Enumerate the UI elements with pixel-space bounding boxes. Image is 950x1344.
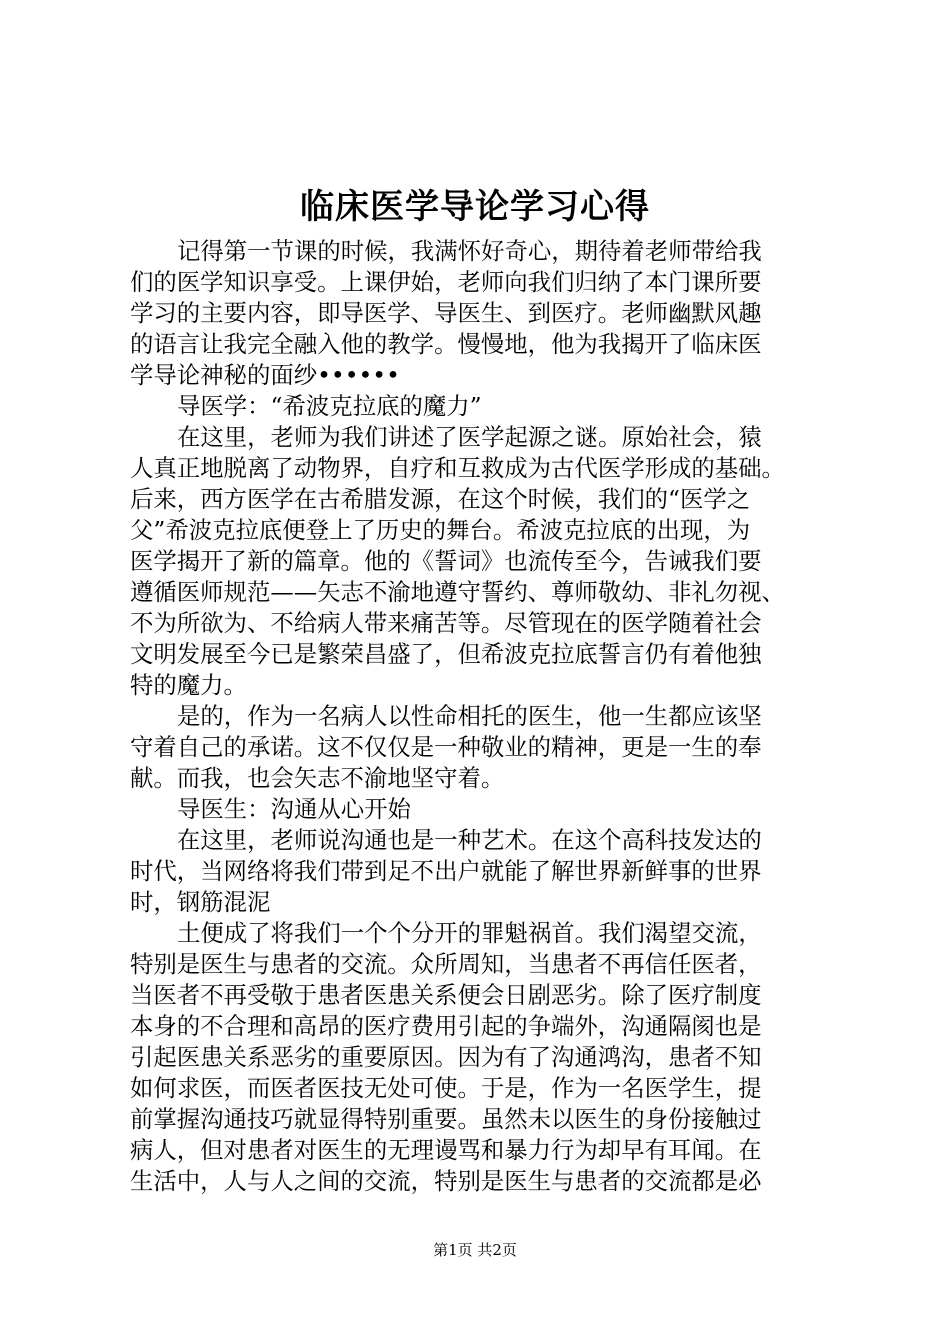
paragraph-line: 如何求医，而医者医技无处可使。于是，作为一名医学生，提 xyxy=(130,1074,762,1102)
paragraph-line: 在这里，老师说沟通也是一种艺术。在这个高科技发达的 xyxy=(177,826,762,854)
paragraph-line: 医学揭开了新的篇章。他的《誓词》也流传至今，告诫我们要 xyxy=(130,547,762,575)
page-footer: 第1页 共2页 xyxy=(433,1241,517,1259)
paragraph-line: 学导论神秘的面纱•••••• xyxy=(130,361,400,389)
paragraph-line: 前掌握沟通技巧就显得特别重要。虽然未以医生的身份接触过 xyxy=(130,1105,762,1133)
section-heading: 导医生：沟通从心开始 xyxy=(177,795,411,823)
paragraph-line: 的语言让我完全融入他的教学。慢慢地，他为我揭开了临床医 xyxy=(130,330,762,358)
paragraph-line: 人真正地脱离了动物界，自疗和互救成为古代医学形成的基础。 xyxy=(130,454,785,482)
paragraph-line: 在这里，老师为我们讲述了医学起源之谜。原始社会，猿 xyxy=(177,423,762,451)
paragraph-line: 不为所欲为、不给病人带来痛苦等。尽管现在的医学随着社会 xyxy=(130,609,762,637)
paragraph-line: 时代，当网络将我们带到足不出户就能了解世界新鲜事的世界 xyxy=(130,857,762,885)
paragraph-line: 献。而我，也会矢志不渝地坚守着。 xyxy=(130,764,505,792)
paragraph-line: 是的，作为一名病人以性命相托的医生，他一生都应该坚 xyxy=(177,702,762,730)
paragraph-line: 遵循医师规范——矢志不渝地遵守誓约、尊师敬幼、非礼勿视、 xyxy=(130,578,785,606)
paragraph-line: 们的医学知识享受。上课伊始，老师向我们归纳了本门课所要 xyxy=(130,268,762,296)
paragraph-line: 特的魔力。 xyxy=(130,671,247,699)
paragraph-line: 文明发展至今已是繁荣昌盛了，但希波克拉底誓言仍有着他独 xyxy=(130,640,762,668)
paragraph-line: 特别是医生与患者的交流。众所周知，当患者不再信任医者， xyxy=(130,950,762,978)
paragraph-line: 生活中，人与人之间的交流，特别是医生与患者的交流都是必 xyxy=(130,1167,762,1195)
document-body xyxy=(130,236,835,1197)
paragraph-line: 当医者不再受敬于患者医患关系便会日剧恶劣。除了医疗制度 xyxy=(130,981,762,1009)
paragraph-line: 时，钢筋混泥 xyxy=(130,888,271,916)
paragraph-line: 病人，但对患者对医生的无理谩骂和暴力行为却早有耳闻。在 xyxy=(130,1136,762,1164)
section-heading: 导医学：“希波克拉底的魔力” xyxy=(177,392,482,420)
paragraph-line: 记得第一节课的时候，我满怀好奇心，期待着老师带给我 xyxy=(177,237,762,265)
paragraph-line: 父”希波克拉底便登上了历史的舞台。希波克拉底的出现，为 xyxy=(130,516,751,544)
paragraph-line: 引起医患关系恶劣的重要原因。因为有了沟通鸿沟，患者不知 xyxy=(130,1043,762,1071)
paragraph-line: 土便成了将我们一个个分开的罪魁祸首。我们渴望交流， xyxy=(177,919,762,947)
paragraph-line: 学习的主要内容，即导医学、导医生、到医疗。老师幽默风趣 xyxy=(130,299,762,327)
paragraph-line: 本身的不合理和高昂的医疗费用引起的争端外，沟通隔阂也是 xyxy=(130,1012,762,1040)
paragraph-line: 守着自己的承诺。这不仅仅是一种敬业的精神，更是一生的奉 xyxy=(130,733,762,761)
document-title: 临床医学导论学习心得 xyxy=(300,187,650,227)
paragraph-line: 后来，西方医学在古希腊发源，在这个时候，我们的“医学之 xyxy=(130,485,751,513)
